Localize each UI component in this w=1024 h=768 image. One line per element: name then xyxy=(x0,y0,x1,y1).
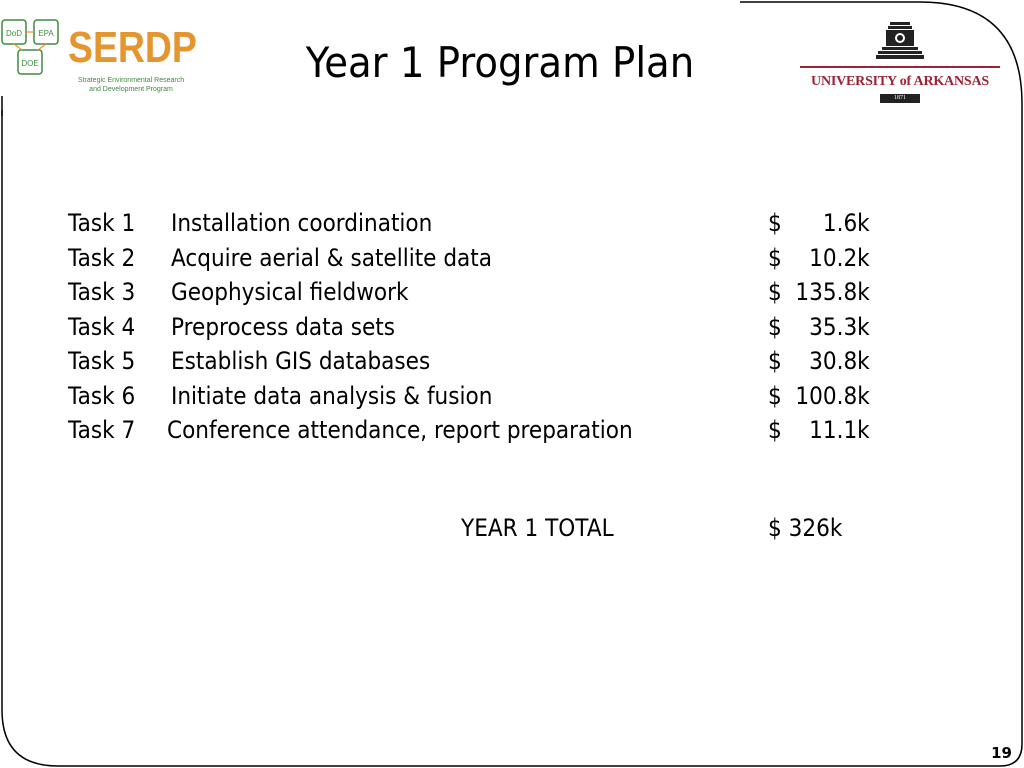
serdp-box-doe: DOE xyxy=(21,59,39,68)
task-description: Installation coordination xyxy=(171,209,433,237)
university-wordmark: UNIVERSITY of ARKANSAS xyxy=(811,74,989,89)
total-label: YEAR 1 TOTAL xyxy=(461,514,614,542)
task-number: Task 1 xyxy=(68,209,136,237)
currency-symbol: $ xyxy=(768,381,782,410)
serdp-subtitle-line1: Strategic Environmental Research xyxy=(77,77,185,84)
serdp-box-epa: EPA xyxy=(38,29,54,38)
serdp-subtitle-line2: and Development Program xyxy=(89,86,173,93)
amount-value: 1.6k xyxy=(822,209,870,237)
old-main-building-icon xyxy=(798,18,1002,78)
total-value: $ 326k xyxy=(768,514,843,542)
task-number: Task 2 xyxy=(68,243,136,272)
amount-value: 30.8k xyxy=(809,347,870,375)
task-description: Initiate data analysis & fusion xyxy=(171,381,493,410)
serdp-logo xyxy=(0,14,200,93)
serdp-wordmark: SERDP xyxy=(68,23,197,72)
currency-symbol: $ xyxy=(768,312,782,341)
task-description: Geophysical fieldwork xyxy=(171,278,409,306)
amount-value: 11.1k xyxy=(809,416,870,444)
serdp-box-dod: DoD xyxy=(5,29,23,38)
task-number: Task 7 xyxy=(68,416,136,444)
task-row xyxy=(68,241,908,276)
page-number: 19 xyxy=(991,744,1012,762)
amount-value: 35.3k xyxy=(809,312,870,341)
serdp-emblem xyxy=(0,14,66,82)
task-row xyxy=(68,379,908,414)
currency-symbol: $ xyxy=(768,209,782,237)
task-row xyxy=(68,310,908,345)
task-row xyxy=(68,344,908,379)
task-row xyxy=(68,275,908,310)
task-description: Acquire aerial & satellite data xyxy=(171,243,492,272)
university-founding-year: 1871 xyxy=(880,94,920,103)
currency-symbol: $ xyxy=(768,416,782,444)
task-row xyxy=(68,413,908,448)
task-description: Conference attendance, report preparation xyxy=(167,416,633,444)
currency-symbol: $ xyxy=(768,278,782,306)
task-number: Task 6 xyxy=(68,381,136,410)
task-row xyxy=(68,206,908,241)
currency-symbol: $ xyxy=(768,243,782,272)
task-number: Task 5 xyxy=(68,347,136,375)
amount-value: 10.2k xyxy=(809,243,870,272)
task-description: Preprocess data sets xyxy=(171,312,396,341)
currency-symbol: $ xyxy=(768,347,782,375)
task-number: Task 4 xyxy=(68,312,136,341)
amount-value: 100.8k xyxy=(795,381,870,410)
task-number: Task 3 xyxy=(68,278,136,306)
university-logo xyxy=(798,18,1002,106)
task-description: Establish GIS databases xyxy=(171,347,431,375)
amount-value: 135.8k xyxy=(795,278,870,306)
slide-title: Year 1 Program Plan xyxy=(305,38,695,87)
task-budget-list xyxy=(68,206,908,448)
